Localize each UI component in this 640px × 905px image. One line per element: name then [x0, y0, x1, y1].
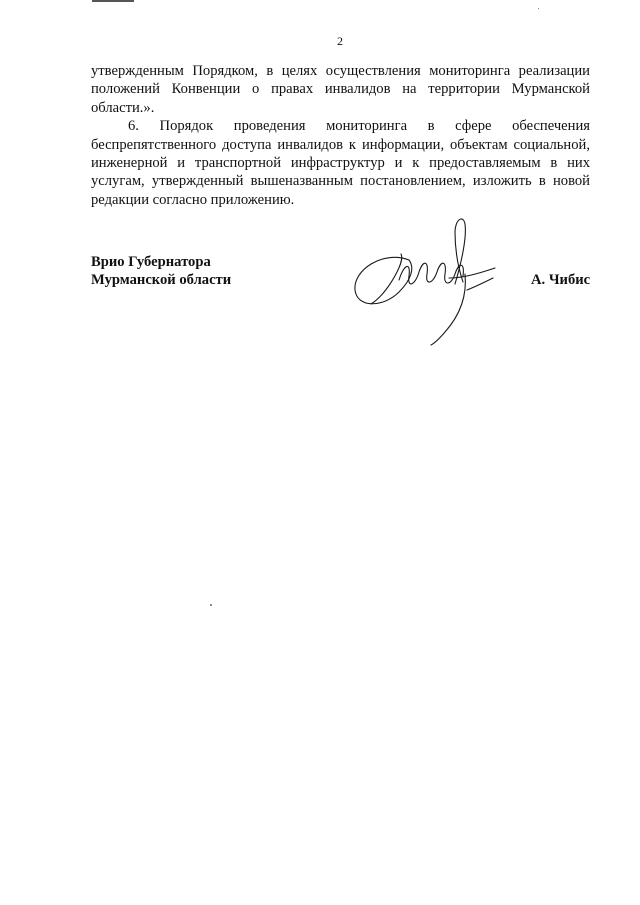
scan-speck	[210, 604, 212, 606]
page-number: 2	[337, 34, 343, 48]
signer-name: А. Чибис	[531, 272, 591, 288]
handwritten-signature	[345, 212, 515, 347]
paragraph-continuation: утвержденным Порядком, в целях осуществления мониторинга реализации положений Конвенции о правах инвалидов на территории Мурманской области.».	[91, 63, 590, 116]
paragraph-item-6: 6. Порядок проведения мониторинга в сфере обеспечения беспрепятственного доступа инвалидов к информации, объектам социальной, инженерной и транспортной инфраструктур и к предоставляемым в них услугам, утвержденный вышеназванным постановлением, изложить в новой редакции согласно приложению.	[91, 118, 590, 208]
scan-speck	[538, 8, 539, 9]
signatory-position-line1: Врио Губернатора	[91, 254, 211, 270]
signatory-position-line2: Мурманской области	[91, 272, 232, 289]
signatory-position	[91, 253, 231, 290]
scan-edge-mark	[92, 0, 134, 2]
body-text	[91, 62, 590, 209]
